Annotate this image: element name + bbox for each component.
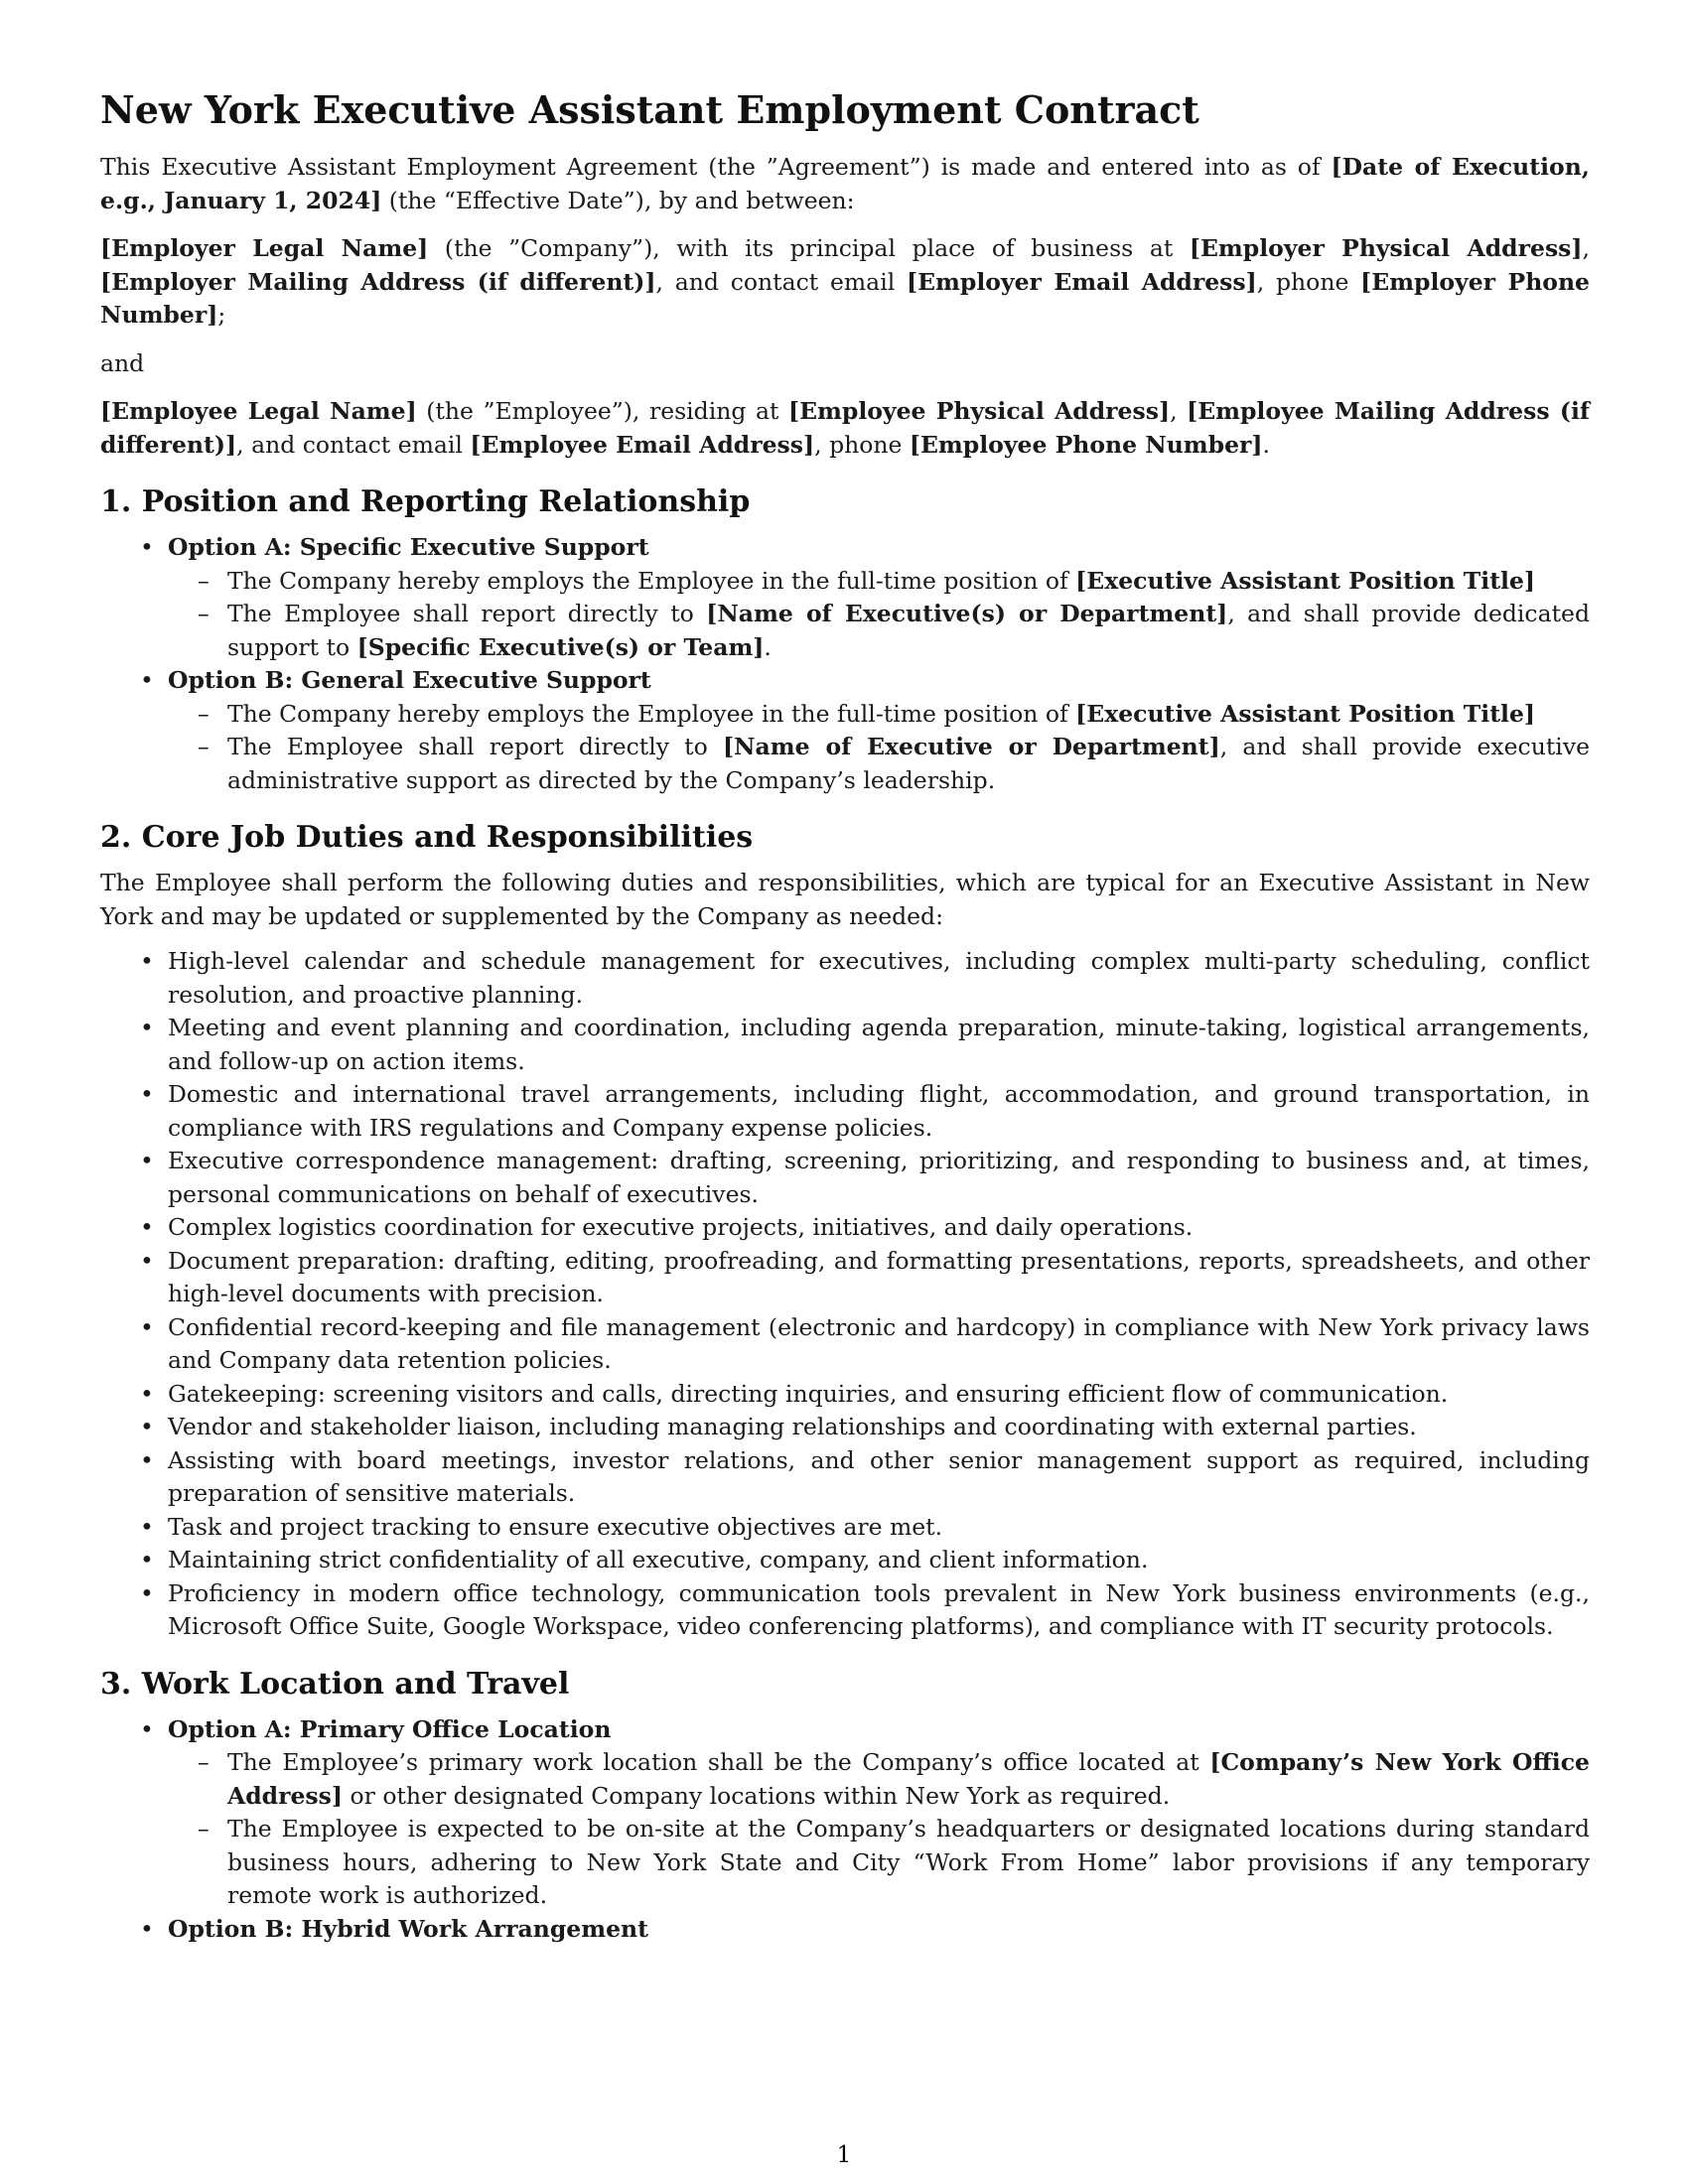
list-item xyxy=(168,1746,1590,1813)
list-item xyxy=(100,531,1590,664)
list-item: • Assisting with board meetings, investor relations, and other senior management support as required, including preparation of sensitive materials. xyxy=(100,1444,1590,1511)
employer-paragraph xyxy=(100,232,1590,333)
item-text: The Employee’s primary work location shall be the Company’s office located at xyxy=(227,1748,1210,1776)
list-item: • Executive correspondence management: drafting, screening, prioritizing, and responding to business and, at times, personal communications on behalf of executives. xyxy=(100,1145,1590,1211)
employer-text: ; xyxy=(217,301,226,329)
list-item: • Task and project tracking to ensure executive objectives are met. xyxy=(100,1511,1590,1545)
employer-text: , phone xyxy=(1256,267,1361,296)
duties-list xyxy=(100,945,1590,1644)
document-title: New York Executive Assistant Employment Contract xyxy=(100,87,1199,132)
list-item: • Gatekeeping: screening visitors and calls, directing inquiries, and ensuring efficient flow of communication. xyxy=(100,1378,1590,1412)
option-label: Option A: Primary Office Location xyxy=(168,1714,612,1743)
item-text: The Company hereby employs the Employee in the full-time position of xyxy=(227,566,1076,595)
and-connector: and xyxy=(100,348,145,377)
list-item: • Complex logistics coordination for executive projects, initiatives, and daily operations. xyxy=(100,1211,1590,1245)
employer-text: , and contact email xyxy=(655,267,907,296)
list-item xyxy=(100,664,1590,797)
employee-physical-address-placeholder: [Employee Physical Address] xyxy=(788,397,1171,425)
position-title-placeholder: [Executive Assistant Position Title] xyxy=(1075,566,1536,595)
duties-intro: The Employee shall perform the following duties and responsibilities, which are typical for an Executive Assistant in New York and may be updated or supplemented by the Company as needed: xyxy=(100,869,1590,930)
employee-text: , xyxy=(1170,397,1188,425)
employer-text: , xyxy=(1582,234,1591,262)
executive-name-placeholder: [Name of Executive or Department] xyxy=(722,733,1220,760)
employer-email-placeholder: [Employer Email Address] xyxy=(907,267,1257,296)
employee-mailing-address-placeholder: [Employee Mailing Address (if different)] xyxy=(100,397,1590,459)
item-text: , and shall provide executive administrative support as directed by the Company’s leadership. xyxy=(227,733,1591,794)
list-item xyxy=(100,1713,1590,1913)
list-item: • Maintaining strict confidentiality of all executive, company, and client information. xyxy=(100,1544,1590,1577)
item-text: The Employee shall report directly to xyxy=(227,733,723,760)
position-options xyxy=(100,531,1590,797)
section-heading-position: 1. Position and Reporting Relationship xyxy=(100,484,751,519)
option-label: Option B: Hybrid Work Arrangement xyxy=(168,1914,648,1943)
employee-text: , phone xyxy=(814,430,910,459)
employer-name-placeholder: [Employer Legal Name] xyxy=(100,234,429,262)
list-item xyxy=(168,598,1590,664)
item-text: , and shall provide dedicated support to xyxy=(227,600,1590,661)
employer-physical-address-placeholder: [Employer Physical Address] xyxy=(1189,234,1583,262)
sub-list xyxy=(168,1746,1590,1913)
employee-phone-placeholder: [Employee Phone Number] xyxy=(909,430,1263,459)
list-item xyxy=(168,731,1590,797)
employer-mailing-address-placeholder: [Employer Mailing Address (if different)] xyxy=(100,267,656,296)
employee-text: . xyxy=(1262,430,1271,459)
executive-name-placeholder: [Name of Executive(s) or Department] xyxy=(706,600,1228,627)
employee-paragraph xyxy=(100,395,1590,462)
list-item: • High-level calendar and schedule management for executives, including complex multi-party scheduling, conflict resolution, and proactive planning. xyxy=(100,945,1590,1012)
list-item: • Vendor and stakeholder liaison, including managing relationships and coordinating with external parties. xyxy=(100,1411,1590,1444)
list-item: • Confidential record-keeping and file management (electronic and hardcopy) in compliance with New York privacy laws and Company data retention policies. xyxy=(100,1311,1590,1378)
list-item: • Domestic and international travel arrangements, including flight, accommodation, and ground transportation, in compliance with IRS regulations and Company expense policies. xyxy=(100,1078,1590,1145)
item-text: The Employee shall report directly to xyxy=(227,600,707,627)
list-item xyxy=(168,698,1590,732)
item-text: . xyxy=(764,632,772,661)
list-item: • Document preparation: drafting, editing, proofreading, and formatting presentations, reports, spreadsheets, and other high-level documents with precision. xyxy=(100,1245,1590,1311)
list-item xyxy=(168,565,1590,599)
list-item xyxy=(100,1913,1590,1947)
section-heading-location: 3. Work Location and Travel xyxy=(100,1666,570,1702)
employee-name-placeholder: [Employee Legal Name] xyxy=(100,397,417,425)
intro-text: This Executive Assistant Employment Agreement (the ”Agreement”) is made and entered into as of xyxy=(100,153,1332,181)
location-options xyxy=(100,1713,1590,1947)
list-item: • Meeting and event planning and coordination, including agenda preparation, minute-taking, logistical arrangements, and follow-up on action items. xyxy=(100,1012,1590,1078)
team-placeholder: [Specific Executive(s) or Team] xyxy=(356,632,765,661)
intro-paragraph xyxy=(100,151,1590,217)
date-placeholder: [Date of Execution, e.g., January 1, 2024] xyxy=(100,153,1590,214)
office-address-placeholder: [Company’s New York Office Address] xyxy=(227,1748,1590,1810)
item-text: The Company hereby employs the Employee in the full-time position of xyxy=(227,699,1076,728)
sub-list xyxy=(168,565,1590,665)
sub-list xyxy=(168,698,1590,798)
employee-text: , and contact email xyxy=(236,430,471,459)
employee-text: (the ”Employee”), residing at xyxy=(416,397,788,425)
section-heading-duties: 2. Core Job Duties and Responsibilities xyxy=(100,820,754,855)
item-text: or other designated Company locations within New York as required. xyxy=(343,1781,1171,1810)
option-label: Option A: Specific Executive Support xyxy=(168,533,649,561)
position-title-placeholder: [Executive Assistant Position Title] xyxy=(1075,699,1536,728)
employer-text: (the ”Company”), with its principal place of business at xyxy=(428,234,1190,262)
intro-text: (the “Effective Date”), by and between: xyxy=(381,186,855,214)
list-item: • Proficiency in modern office technology, communication tools prevalent in New York business environments (e.g., Microsoft Office Suite, Google Workspace, video conferencing platforms), and compliance with IT security protocols. xyxy=(100,1577,1590,1644)
employer-phone-placeholder: [Employer Phone Number] xyxy=(100,267,1590,329)
page-number: 1 xyxy=(836,2142,852,2168)
list-item: – The Employee is expected to be on-site at the Company’s headquarters or designated locations during standard business hours, adhering to New York State and City “Work From Home” labor provisions if any temporary remote work is authorized. xyxy=(168,1813,1590,1913)
option-label: Option B: General Executive Support xyxy=(168,666,651,694)
employee-email-placeholder: [Employee Email Address] xyxy=(470,430,815,459)
